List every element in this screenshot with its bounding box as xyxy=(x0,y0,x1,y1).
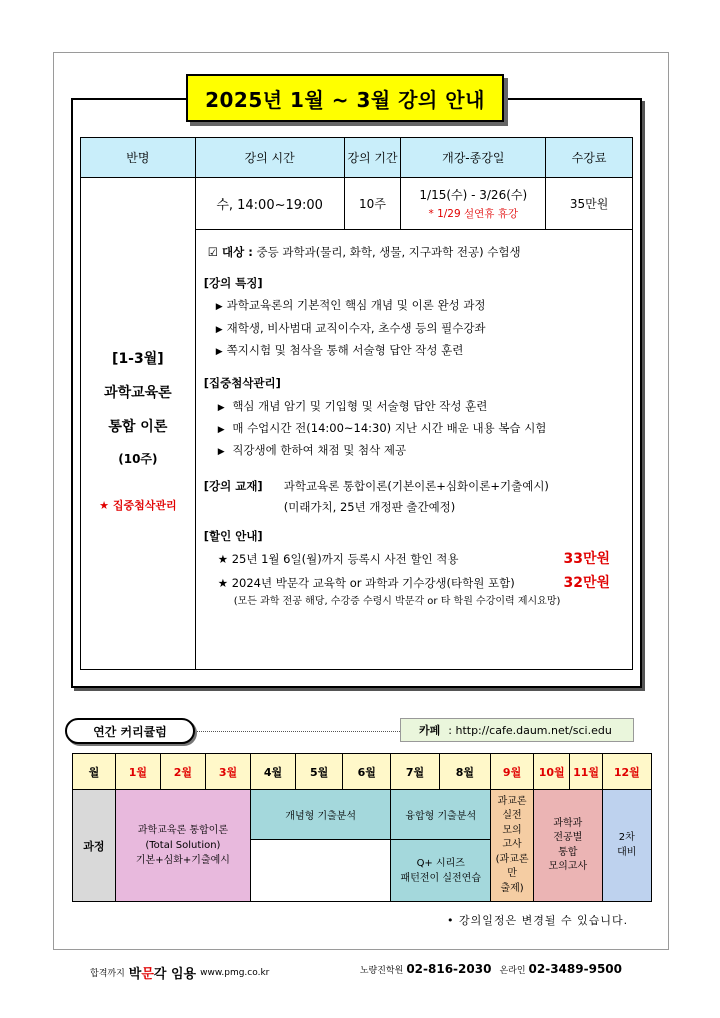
month-cell: 5월 xyxy=(296,754,343,790)
textbook-line: (미래가치, 25년 개정판 출간예정) xyxy=(283,499,456,514)
lecture-table xyxy=(80,137,633,670)
curriculum-label: 연간 커리큘럼 xyxy=(65,718,195,744)
course-q-plus-series: Q+ 시리즈 패턴전이 실전연습 xyxy=(391,840,491,902)
month-cell: 6월 xyxy=(343,754,391,790)
month-cell: 4월 xyxy=(250,754,295,790)
discount-price: 32만원 xyxy=(563,575,610,592)
footer-slogan: 합격까지 xyxy=(90,969,125,979)
course-empty xyxy=(250,840,390,902)
dates-cell xyxy=(401,178,546,230)
class-name-cell xyxy=(81,178,196,670)
feature-item: ▶ 재학생, 비사범대 교직이수자, 초수생 등의 필수강좌 xyxy=(215,320,486,335)
discount-title: [할인 안내] xyxy=(203,529,263,544)
course-second-round: 2차 대비 xyxy=(602,790,651,902)
class-term: [1-3월] xyxy=(112,351,164,367)
page-title: 2025년 1월 ~ 3월 강의 안내 xyxy=(186,74,504,122)
care-title: [집중첨삭관리] xyxy=(203,376,281,391)
triangle-bullet-icon: ▶ xyxy=(215,324,223,335)
triangle-bullet-icon: ▶ xyxy=(215,347,223,358)
month-cell: 3월 xyxy=(205,754,250,790)
month-header: 월 xyxy=(73,754,116,790)
dates-note: * 1/29 설연휴 휴강 xyxy=(428,208,519,220)
class-course: 통합 이론 xyxy=(108,419,168,435)
textbook-block xyxy=(204,480,624,514)
period-cell: 10주 xyxy=(344,178,401,230)
triangle-bullet-icon: ▶ xyxy=(217,447,225,458)
lecture-table-header-row xyxy=(81,138,633,178)
lecture-summary-row xyxy=(81,178,633,230)
online-label: 온라인 xyxy=(499,965,526,976)
class-subject: 과학교육론 xyxy=(104,385,172,401)
header-fee: 수강료 xyxy=(546,138,633,178)
class-star-note: ★ 집중첨삭관리 xyxy=(99,499,177,512)
target-text: 중등 과학과(물리, 화학, 생물, 지구과학 전공) 수험생 xyxy=(256,245,521,259)
target-line xyxy=(208,246,624,259)
month-cell: 10월 xyxy=(534,754,570,790)
branch-label: 노량진학원 xyxy=(359,965,404,976)
dotted-divider xyxy=(195,731,400,732)
month-cell: 2월 xyxy=(160,754,205,790)
triangle-bullet-icon: ▶ xyxy=(217,425,225,436)
footer-brand xyxy=(90,963,269,982)
brand-logo: 박문각 임용 xyxy=(128,967,197,982)
course-mock-exam: 과교론 실전 모의 고사 (과교론만 출제) xyxy=(491,790,534,902)
header-dates: 개강-종강일 xyxy=(401,138,546,178)
month-cell: 1월 xyxy=(115,754,160,790)
care-item: ▶ 핵심 개념 암기 및 기입형 및 서술형 답안 작성 훈련 xyxy=(217,398,488,413)
detail-cell xyxy=(195,230,632,670)
target-label: ☑ 대상 : xyxy=(207,245,253,259)
features-title: [강의 특징] xyxy=(203,276,263,291)
course-fusion-analysis: 융합형 기출분석 xyxy=(391,790,491,840)
cafe-link-box[interactable] xyxy=(400,718,634,742)
textbook-text xyxy=(284,480,549,514)
class-weeks: (10주) xyxy=(118,452,158,466)
online-phone: 02-3489-9500 xyxy=(528,962,622,976)
month-cell: 7월 xyxy=(391,754,439,790)
month-row xyxy=(73,754,652,790)
care-item: ▶ 직강생에 한하여 채점 및 첨삭 제공 xyxy=(217,443,407,458)
time-cell: 수, 14:00~19:00 xyxy=(195,178,344,230)
discount-text: ★ 2024년 박문각 교육학 or 과학과 기수강생(타학원 포함) xyxy=(217,575,515,590)
course-major-mock-exam: 과학과 전공별 통합 모의고사 xyxy=(534,790,603,902)
triangle-bullet-icon: ▶ xyxy=(217,402,225,413)
textbook-title: [강의 교재] xyxy=(203,478,263,493)
discount-row xyxy=(218,575,624,591)
care-item: ▶ 매 수업시간 전(14:00~14:30) 지난 시간 배운 내용 복습 시험 xyxy=(217,421,547,436)
feature-item: ▶ 쪽지시험 및 첨삭을 통해 서술형 답안 작성 훈련 xyxy=(215,343,464,358)
course-concept-analysis: 개념형 기출분석 xyxy=(250,790,390,840)
textbook-line: 과학교육론 통합이론(기본이론+심화이론+기출예시) xyxy=(283,478,549,493)
discount-row xyxy=(218,551,624,567)
header-time: 강의 시간 xyxy=(195,138,344,178)
feature-item: ▶ 과학교육론의 기본적인 핵심 개념 및 이론 완성 과정 xyxy=(215,298,486,313)
header-period: 강의 기간 xyxy=(344,138,401,178)
discount-text: ★ 25년 1월 6일(월)까지 등록시 사전 할인 적용 xyxy=(217,551,459,566)
triangle-bullet-icon: ▶ xyxy=(215,302,223,313)
fee-cell: 35만원 xyxy=(546,178,633,230)
cafe-url[interactable]: : http://cafe.daum.net/sci.edu xyxy=(448,723,612,737)
month-cell: 9월 xyxy=(491,754,534,790)
discount-note: (모든 과학 전공 해당, 수강증 수령시 박문각 or 타 학원 수강이력 제시요망) xyxy=(233,595,561,607)
footer-website[interactable]: www.pmg.co.kr xyxy=(200,967,270,978)
course-row-label: 과정 xyxy=(73,790,116,902)
branch-phone: 02-816-2030 xyxy=(406,962,492,976)
header-class-name: 반명 xyxy=(81,138,196,178)
month-cell: 11월 xyxy=(570,754,602,790)
schedule-note: • 강의일정은 변경될 수 있습니다. xyxy=(447,914,629,927)
month-cell: 12월 xyxy=(602,754,651,790)
footer-contacts xyxy=(360,962,622,976)
curriculum-table xyxy=(72,753,652,902)
month-cell: 8월 xyxy=(439,754,490,790)
cafe-label: 카페 xyxy=(419,724,441,737)
course-integrated-theory: 과학교육론 통합이론 (Total Solution) 기본+심화+기출예시 xyxy=(115,790,250,902)
dates-text: 1/15(수) - 3/26(수) xyxy=(419,188,528,202)
discount-price: 33만원 xyxy=(563,551,610,568)
course-row-top xyxy=(73,790,652,840)
